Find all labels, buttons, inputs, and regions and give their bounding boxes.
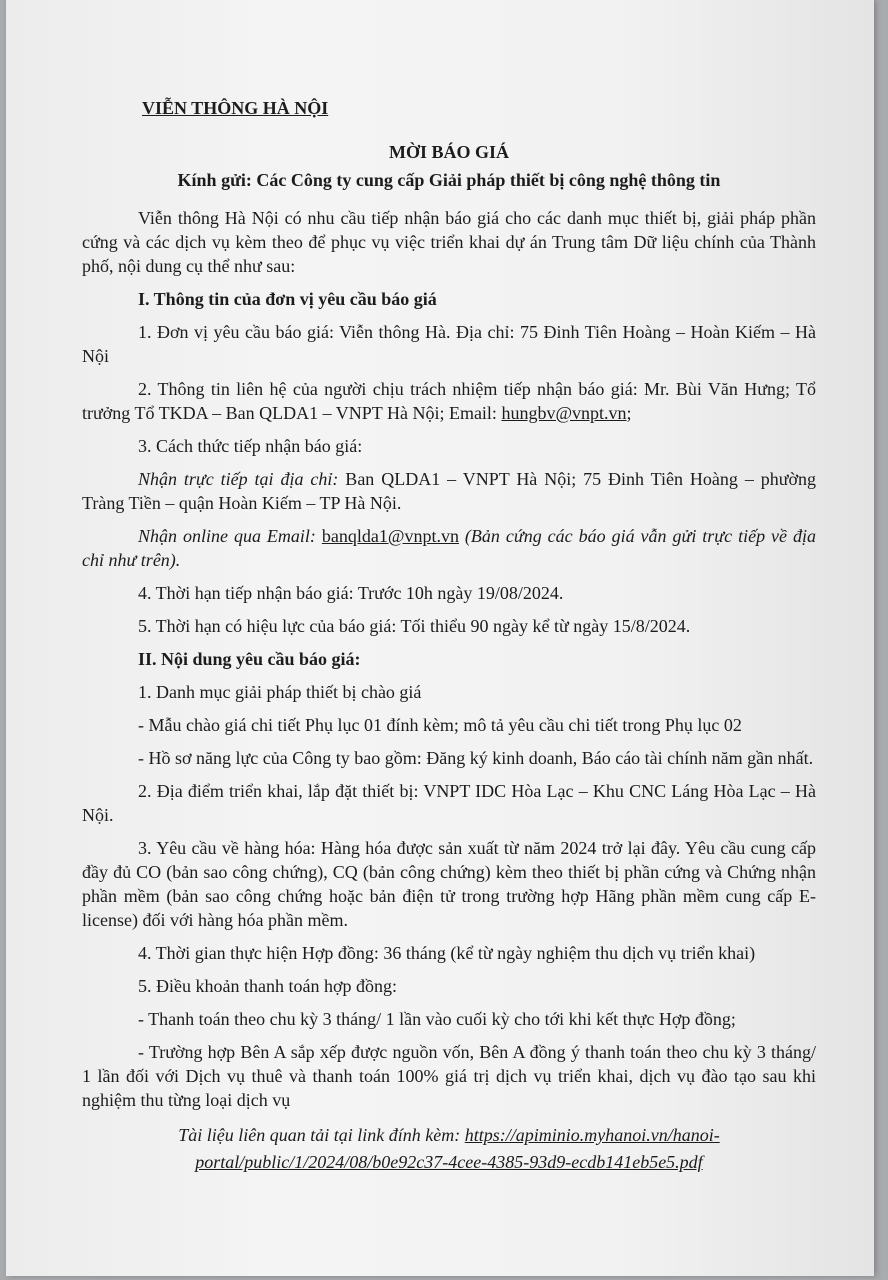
section-2-item-5a: - Thanh toán theo chu kỳ 3 tháng/ 1 lần vào cuối kỳ cho tới khi kết thực Hợp đồng;	[138, 1009, 736, 1029]
attachment-note	[82, 1122, 816, 1176]
section-2-item-1: 1. Danh mục giải pháp thiết bị chào giá	[138, 682, 422, 702]
section-1-item-1: 1. Đơn vị yêu cầu báo giá: Viễn thông Hà. Địa chỉ: 75 Đinh Tiên Hoàng – Hoàn Kiếm – Hà Nội	[82, 322, 816, 366]
section-1-item-2	[82, 377, 816, 425]
online-email-link[interactable]: banqlda1@vnpt.vn	[321, 526, 459, 546]
contact-email-link[interactable]: hungbv@vnpt.vn	[501, 403, 627, 423]
online-receipt-note: (Bản cứng các báo giá vẫn gửi trực tiếp về địa chỉ như trên).	[82, 526, 816, 570]
item-2-text: 2. Thông tin liên hệ của người chịu trách nhiệm tiếp nhận báo giá: Mr. Bùi Văn Hưng; Tổ trưởng Tổ TKDA – Ban QLDA1 – VNPT Hà Nội; Email:	[82, 379, 816, 423]
section-2-item-2: 2. Địa điểm triển khai, lắp đặt thiết bị: VNPT IDC Hòa Lạc – Khu CNC Láng Hòa Lạc – Hà Nội.	[82, 781, 816, 825]
document-page	[6, 0, 874, 1276]
organization-name: VIỄN THÔNG HÀ NỘI	[142, 98, 329, 118]
section-2-item-1b: - Hồ sơ năng lực của Công ty bao gồm: Đăng ký kinh doanh, Báo cáo tài chính năm gần nhất.	[138, 748, 814, 768]
direct-receipt-label: Nhận trực tiếp tại địa chỉ:	[138, 469, 339, 489]
section-2-heading: II. Nội dung yêu cầu báo giá:	[138, 649, 361, 669]
greeting: Kính gửi: Các Công ty cung cấp Giải pháp thiết bị công nghệ thông tin	[177, 170, 721, 190]
section-2-item-5b: - Trường hợp Bên A sắp xếp được nguồn vốn, Bên A đồng ý thanh toán theo chu kỳ 3 tháng/ 1 lần đối với Dịch vụ thuê và thanh toán 100% giá trị dịch vụ triển khai, dịch vụ đào tạo sau khi nghiệm thu từng loại dịch vụ	[82, 1042, 816, 1110]
section-1-heading: I. Thông tin của đơn vị yêu cầu báo giá	[138, 289, 437, 309]
direct-receipt	[82, 467, 816, 515]
intro-paragraph: Viễn thông Hà Nội có nhu cầu tiếp nhận báo giá cho các danh mục thiết bị, giải pháp phần cứng và các dịch vụ kèm theo để phục vụ việc triển khai dự án Trung tâm Dữ liệu chính của Thành phố, nội dung cụ thể như sau:	[82, 208, 816, 276]
attachment-link[interactable]: https://apiminio.myhanoi.vn/hanoi-portal/public/1/2024/08/b0e92c37-4cee-4385-93d9-ecdb141eb5e5.pdf	[195, 1125, 720, 1172]
section-2-item-5: 5. Điều khoản thanh toán hợp đồng:	[138, 976, 397, 996]
section-2-item-1a: - Mẫu chào giá chi tiết Phụ lục 01 đính kèm; mô tả yêu cầu chi tiết trong Phụ lục 02	[138, 715, 742, 735]
section-1-item-5: 5. Thời hạn có hiệu lực của báo giá: Tối thiểu 90 ngày kể từ ngày 15/8/2024.	[138, 616, 691, 636]
online-receipt	[82, 524, 816, 572]
section-2-item-3: 3. Yêu cầu về hàng hóa: Hàng hóa được sản xuất từ năm 2024 trở lại đây. Yêu cầu cung cấp đầy đủ CO (bản sao công chứng), CQ (bản công chứng) kèm theo thiết bị phần cứng và Chứng nhận phần mềm (bản sao công chứng hoặc bản điện tử trong trường hợp Hãng phần mềm cung cấp E-license) đối với hàng hóa phần mềm.	[82, 838, 816, 930]
attachment-label: Tài liệu liên quan tải tại link đính kèm:	[178, 1125, 465, 1145]
online-receipt-label: Nhận online qua Email:	[138, 526, 316, 546]
section-1-item-4: 4. Thời hạn tiếp nhận báo giá: Trước 10h ngày 19/08/2024.	[138, 583, 564, 603]
document-title: MỜI BÁO GIÁ	[388, 142, 509, 162]
direct-receipt-text: Ban QLDA1 – VNPT Hà Nội; 75 Đinh Tiên Hoàng – phường Tràng Tiền – quận Hoàn Kiếm – TP Hà Nội.	[82, 469, 817, 513]
section-1-item-3: 3. Cách thức tiếp nhận báo giá:	[138, 436, 363, 456]
item-2-end: ;	[626, 403, 632, 423]
document-content	[82, 96, 816, 1176]
section-2-item-4: 4. Thời gian thực hiện Hợp đồng: 36 tháng (kể từ ngày nghiệm thu dịch vụ triển khai)	[138, 943, 756, 963]
